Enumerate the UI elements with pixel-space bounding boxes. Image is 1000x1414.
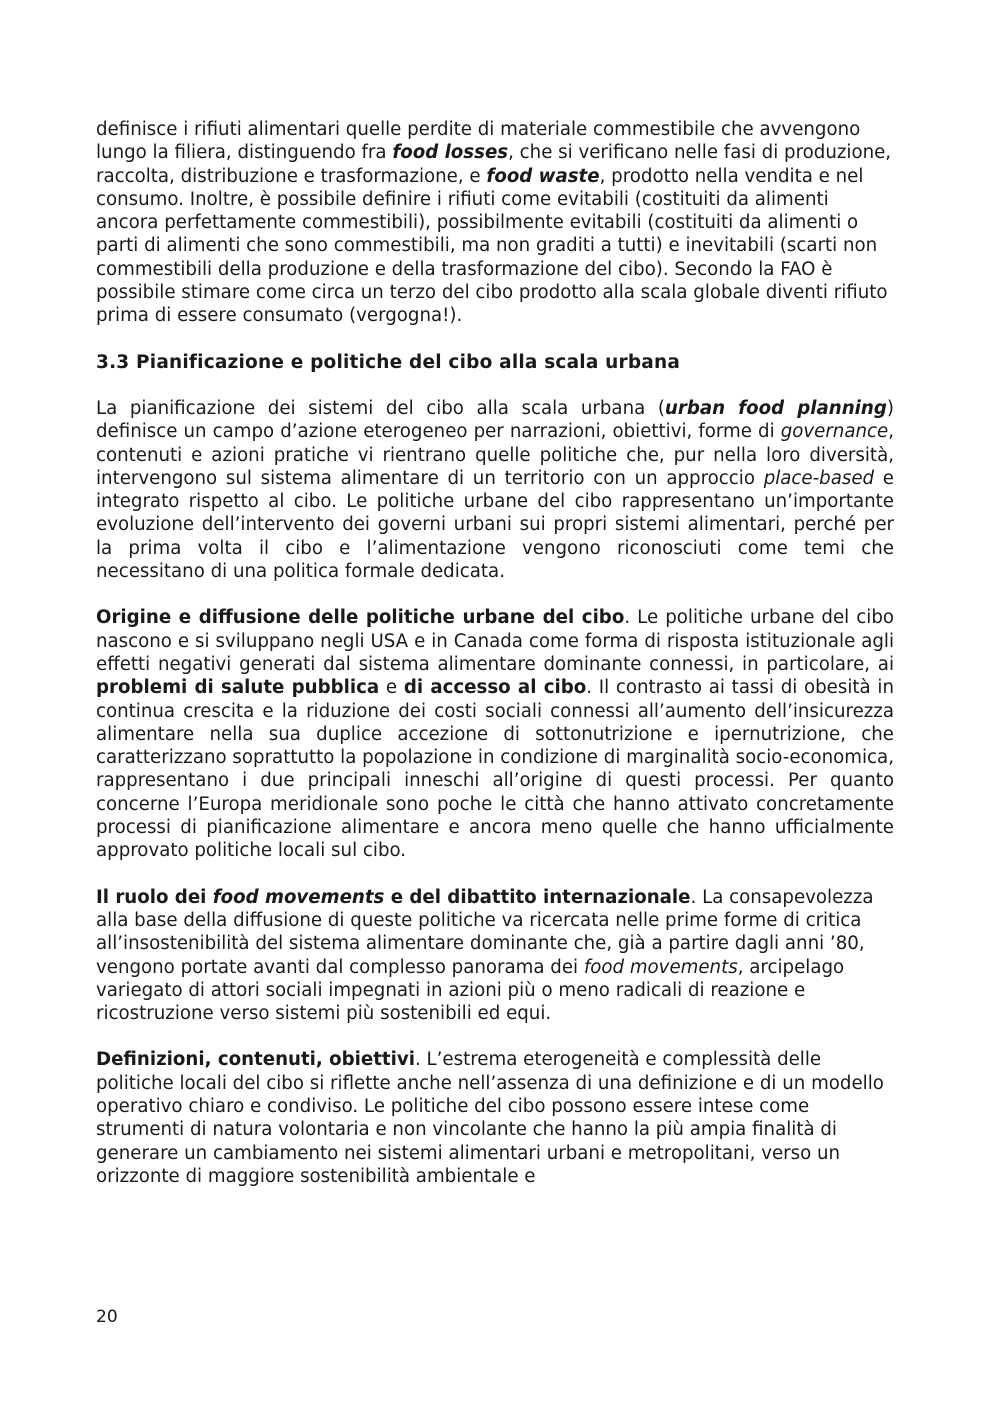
paragraph-origin: Origine e diffusione delle politiche urbane del cibo. Le politiche urbane del cibo nascono e si sviluppano negli USA e in Canada come forma di risposta istituzionale agli effetti negativi generati dal sistema alimentare dominante connessi, in particolare, ai problemi di salute pubblica e di accesso al cibo. Il contrasto ai tassi di obesità in continua crescita e la riduzione dei costi sociali connessi all’aumento dell’insicurezza alimentare nella sua duplice accezione di sottonutrizione e ipernutrizione, che caratterizzano soprattutto la popolazione in condizione di marginalità socio-economica, rappresentano i due principali inneschi all’origine di questi processi. Per quanto concerne l’Europa meridionale sono poche le città che hanno attivato concretamente processi di pianificazione alimentare e ancora meno quelle che hanno ufficialmente approvato politiche locali sul cibo. [96,607,895,862]
paragraph-food-movements: Il ruolo dei food movements e del dibattito internazionale. La consapevolezza alla base della diffusione di queste politiche va ricercata nelle prime forme di critica all’insostenibilità del sistema alimentare dominante che, già a partire dagli anni ’80, vengono portate avanti dal complesso panorama dei food movements, arcipelago variegato di attori sociali impegnati in azioni più o meno radicali di reazione e ricostruzione verso sistemi più sostenibili ed equi. [96,886,874,1025]
paragraph-definitions: Definizioni, contenuti, obiettivi. L’estrema eterogeneità e complessità delle politiche locali del cibo si riflette anche nell’assenza di una definizione e di un modello operativo chiaro e condiviso. Le politiche del cibo possono essere intese come strumenti di natura volontaria e non vincolante che hanno la più ampia finalità di generare un cambiamento nei sistemi alimentari urbani e metropolitani, verso un orizzonte di maggiore sostenibilità ambientale e [96,1049,884,1187]
term-food-access: di accesso al cibo [403,677,587,699]
paragraph-lead-movements-a: Il ruolo dei [96,886,213,908]
term-food-movements: food movements [583,956,738,978]
body-text [96,118,894,1188]
term-governance: governance [780,421,889,443]
term-food-waste: food waste [486,165,600,187]
paragraph-food-waste: definisce i rifiuti alimentari quelle perdite di materiale commestibile che avvengono lungo la filiera, distinguendo fra food losses, che si verificano nelle fasi di produzione, raccolta, distribuzione e trasformazione, e food waste, prodotto nella vendita e nel consumo. Inoltre, è possibile definire i rifiuti come evitabili (costituiti da alimenti ancora perfettamente commestibili), possibilmente evitabili (costituiti da alimenti o parti di alimenti che sono commestibili, ma non graditi a tutti) e inevitabili (scarti non commestibili della produzione e della trasformazione del cibo). Secondo la FAO è possibile stimare come circa un terzo del cibo prodotto alla scala globale diventi rifiuto prima di essere consumato (vergogna!). [96,119,892,327]
paragraph-lead-movements-b: e del dibattito internazionale [384,886,691,908]
term-public-health: problemi di salute pubblica [96,677,380,699]
term-food-losses: food losses [392,142,509,164]
paragraph-lead-definitions: Definizioni, contenuti, obiettivi [96,1049,415,1071]
section-heading: 3.3 Pianificazione e politiche del cibo alla scala urbana [96,351,681,373]
term-urban-food-planning: urban food planning [664,397,887,419]
term-place-based: place-based [763,467,875,489]
paragraph-lead-origin: Origine e diffusione delle politiche urbane del cibo [96,607,625,629]
paragraph-urban-food-planning: La pianificazione dei sistemi del cibo alla scala urbana (urban food planning) definisce un campo d’azione eterogeneo per narrazioni, obiettivi, forme di governance, contenuti e azioni pratiche vi rientrano quelle politiche che, pur nella loro diversità, intervengono sul sistema alimentare di un territorio con un approccio place-based e integrato rispetto al cibo. Le politiche urbane del cibo rappresentano un’importante evoluzione dell’intervento dei governi urbani sui propri sistemi alimentari, perché per la prima volta il cibo e l’alimentazione vengono riconosciuti come temi che necessitano di una politica formale dedicata. [96,397,894,583]
page-number: 20 [96,1307,118,1327]
paragraph-lead-movements-i: food movements [212,886,385,908]
